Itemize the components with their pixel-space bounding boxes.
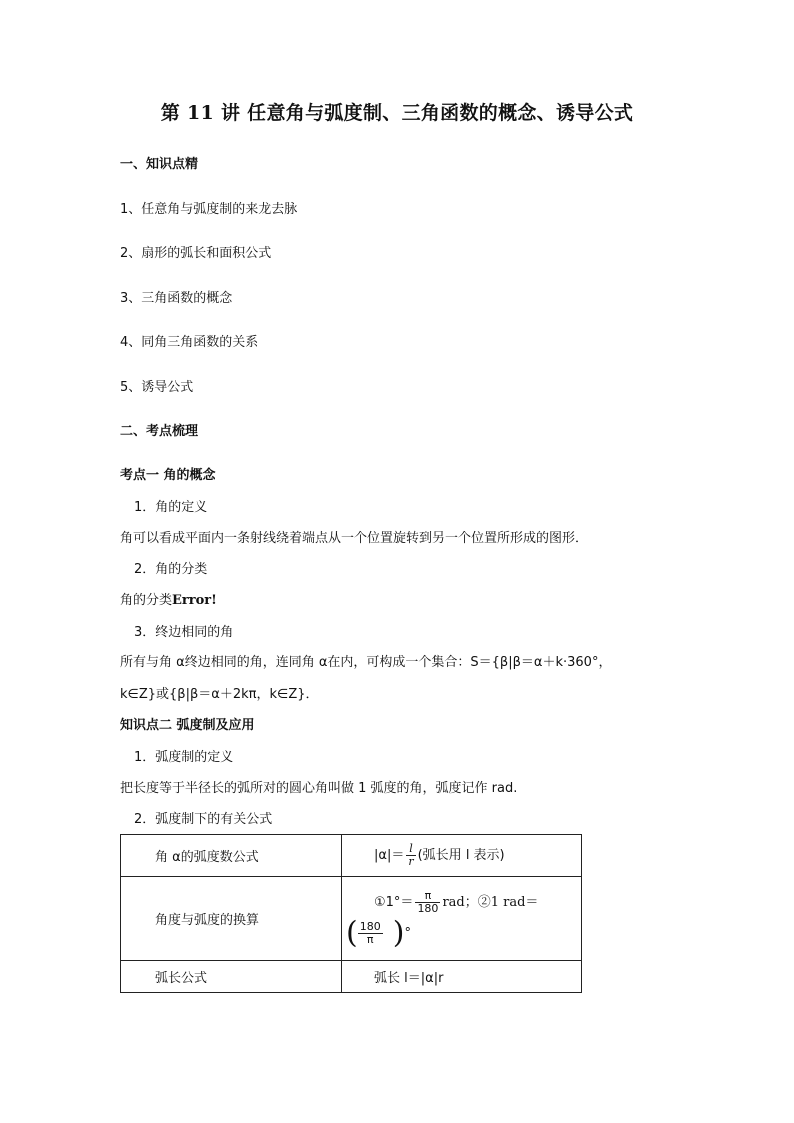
knowledge-item: 1、任意角与弧度制的来龙去脉 xyxy=(120,202,298,217)
kp2-heading: 知识点二 弧度制及应用 xyxy=(120,718,255,733)
fraction-180-over-pi xyxy=(358,921,383,946)
fraction-l-over-r xyxy=(406,843,415,868)
section1-heading: 一、知识点精 xyxy=(120,157,199,172)
fraction-numerator: l xyxy=(406,843,415,856)
table-cell-label: 弧长公式 xyxy=(121,961,342,993)
table-row xyxy=(121,877,582,961)
conversion-part2: rad；②1 rad＝ xyxy=(442,894,539,910)
kp2-sub1-text: 把长度等于半径长的弧所对的圆心角叫做 1 弧度的角，弧度记作 rad. xyxy=(120,781,518,796)
field-error-text: Error! xyxy=(172,593,217,608)
kp1-sub2-prefix: 角的分类 xyxy=(120,593,173,608)
kp1-sub1-text: 角可以看成平面内一条射线绕着端点从一个位置旋转到另一个位置所形成的图形． xyxy=(120,531,589,546)
kp1-sub3-title: 3．终边相同的角 xyxy=(134,625,234,640)
kp1-heading: 考点一 角的概念 xyxy=(120,468,216,483)
fraction-denominator: 180 xyxy=(417,901,439,915)
kp1-sub2-title: 2．角的分类 xyxy=(134,562,208,577)
radian-formula-table xyxy=(120,834,582,993)
conversion-part1: ①1°＝ xyxy=(374,894,414,910)
page-title: 第 11 讲 任意角与弧度制、三角函数的概念、诱导公式 xyxy=(160,102,634,124)
table-cell-label: 角 α的弧度数公式 xyxy=(121,835,342,877)
kp2-sub1-title: 1．弧度制的定义 xyxy=(134,750,234,765)
right-paren: ) xyxy=(392,915,405,950)
knowledge-item: 5、诱导公式 xyxy=(120,380,194,395)
degree-sign: ° xyxy=(404,925,411,941)
knowledge-item: 3、三角函数的概念 xyxy=(120,291,233,306)
fraction-pi-over-180 xyxy=(415,890,440,915)
knowledge-item: 2、扇形的弧长和面积公式 xyxy=(120,246,272,261)
table-cell-label: 角度与弧度的换算 xyxy=(121,877,342,961)
left-paren: ( xyxy=(346,915,358,950)
fraction-denominator: r xyxy=(408,855,414,868)
fraction-numerator: 180 xyxy=(359,919,381,933)
kp1-sub3-line1: 所有与角 α终边相同的角，连同角 α在内，可构成一个集合：S＝{β|β＝α＋k·360°， xyxy=(120,655,612,670)
kp2-sub2-title: 2．弧度制下的有关公式 xyxy=(134,812,273,827)
formula-suffix: (弧长用 l 表示) xyxy=(417,848,505,863)
table-cell-formula xyxy=(342,877,582,961)
table-row xyxy=(121,835,582,877)
kp1-sub3-line2: k∈Z}或{β|β＝α＋2kπ，k∈Z}． xyxy=(120,687,319,702)
table-row xyxy=(121,961,582,993)
conversion-line2 xyxy=(342,915,581,950)
knowledge-item: 4、同角三角函数的关系 xyxy=(120,335,259,350)
kp1-sub1-title: 1．角的定义 xyxy=(134,500,208,515)
formula-prefix: |α|＝ xyxy=(374,848,405,863)
fraction-denominator: π xyxy=(366,932,374,946)
table-cell-formula: 弧长 l＝|α|r xyxy=(342,961,582,993)
kp1-sub2-text xyxy=(120,592,217,610)
table-cell-formula xyxy=(342,835,582,877)
fraction-numerator: π xyxy=(415,890,440,903)
section2-heading: 二、考点梳理 xyxy=(120,424,199,439)
conversion-line1 xyxy=(342,888,581,918)
